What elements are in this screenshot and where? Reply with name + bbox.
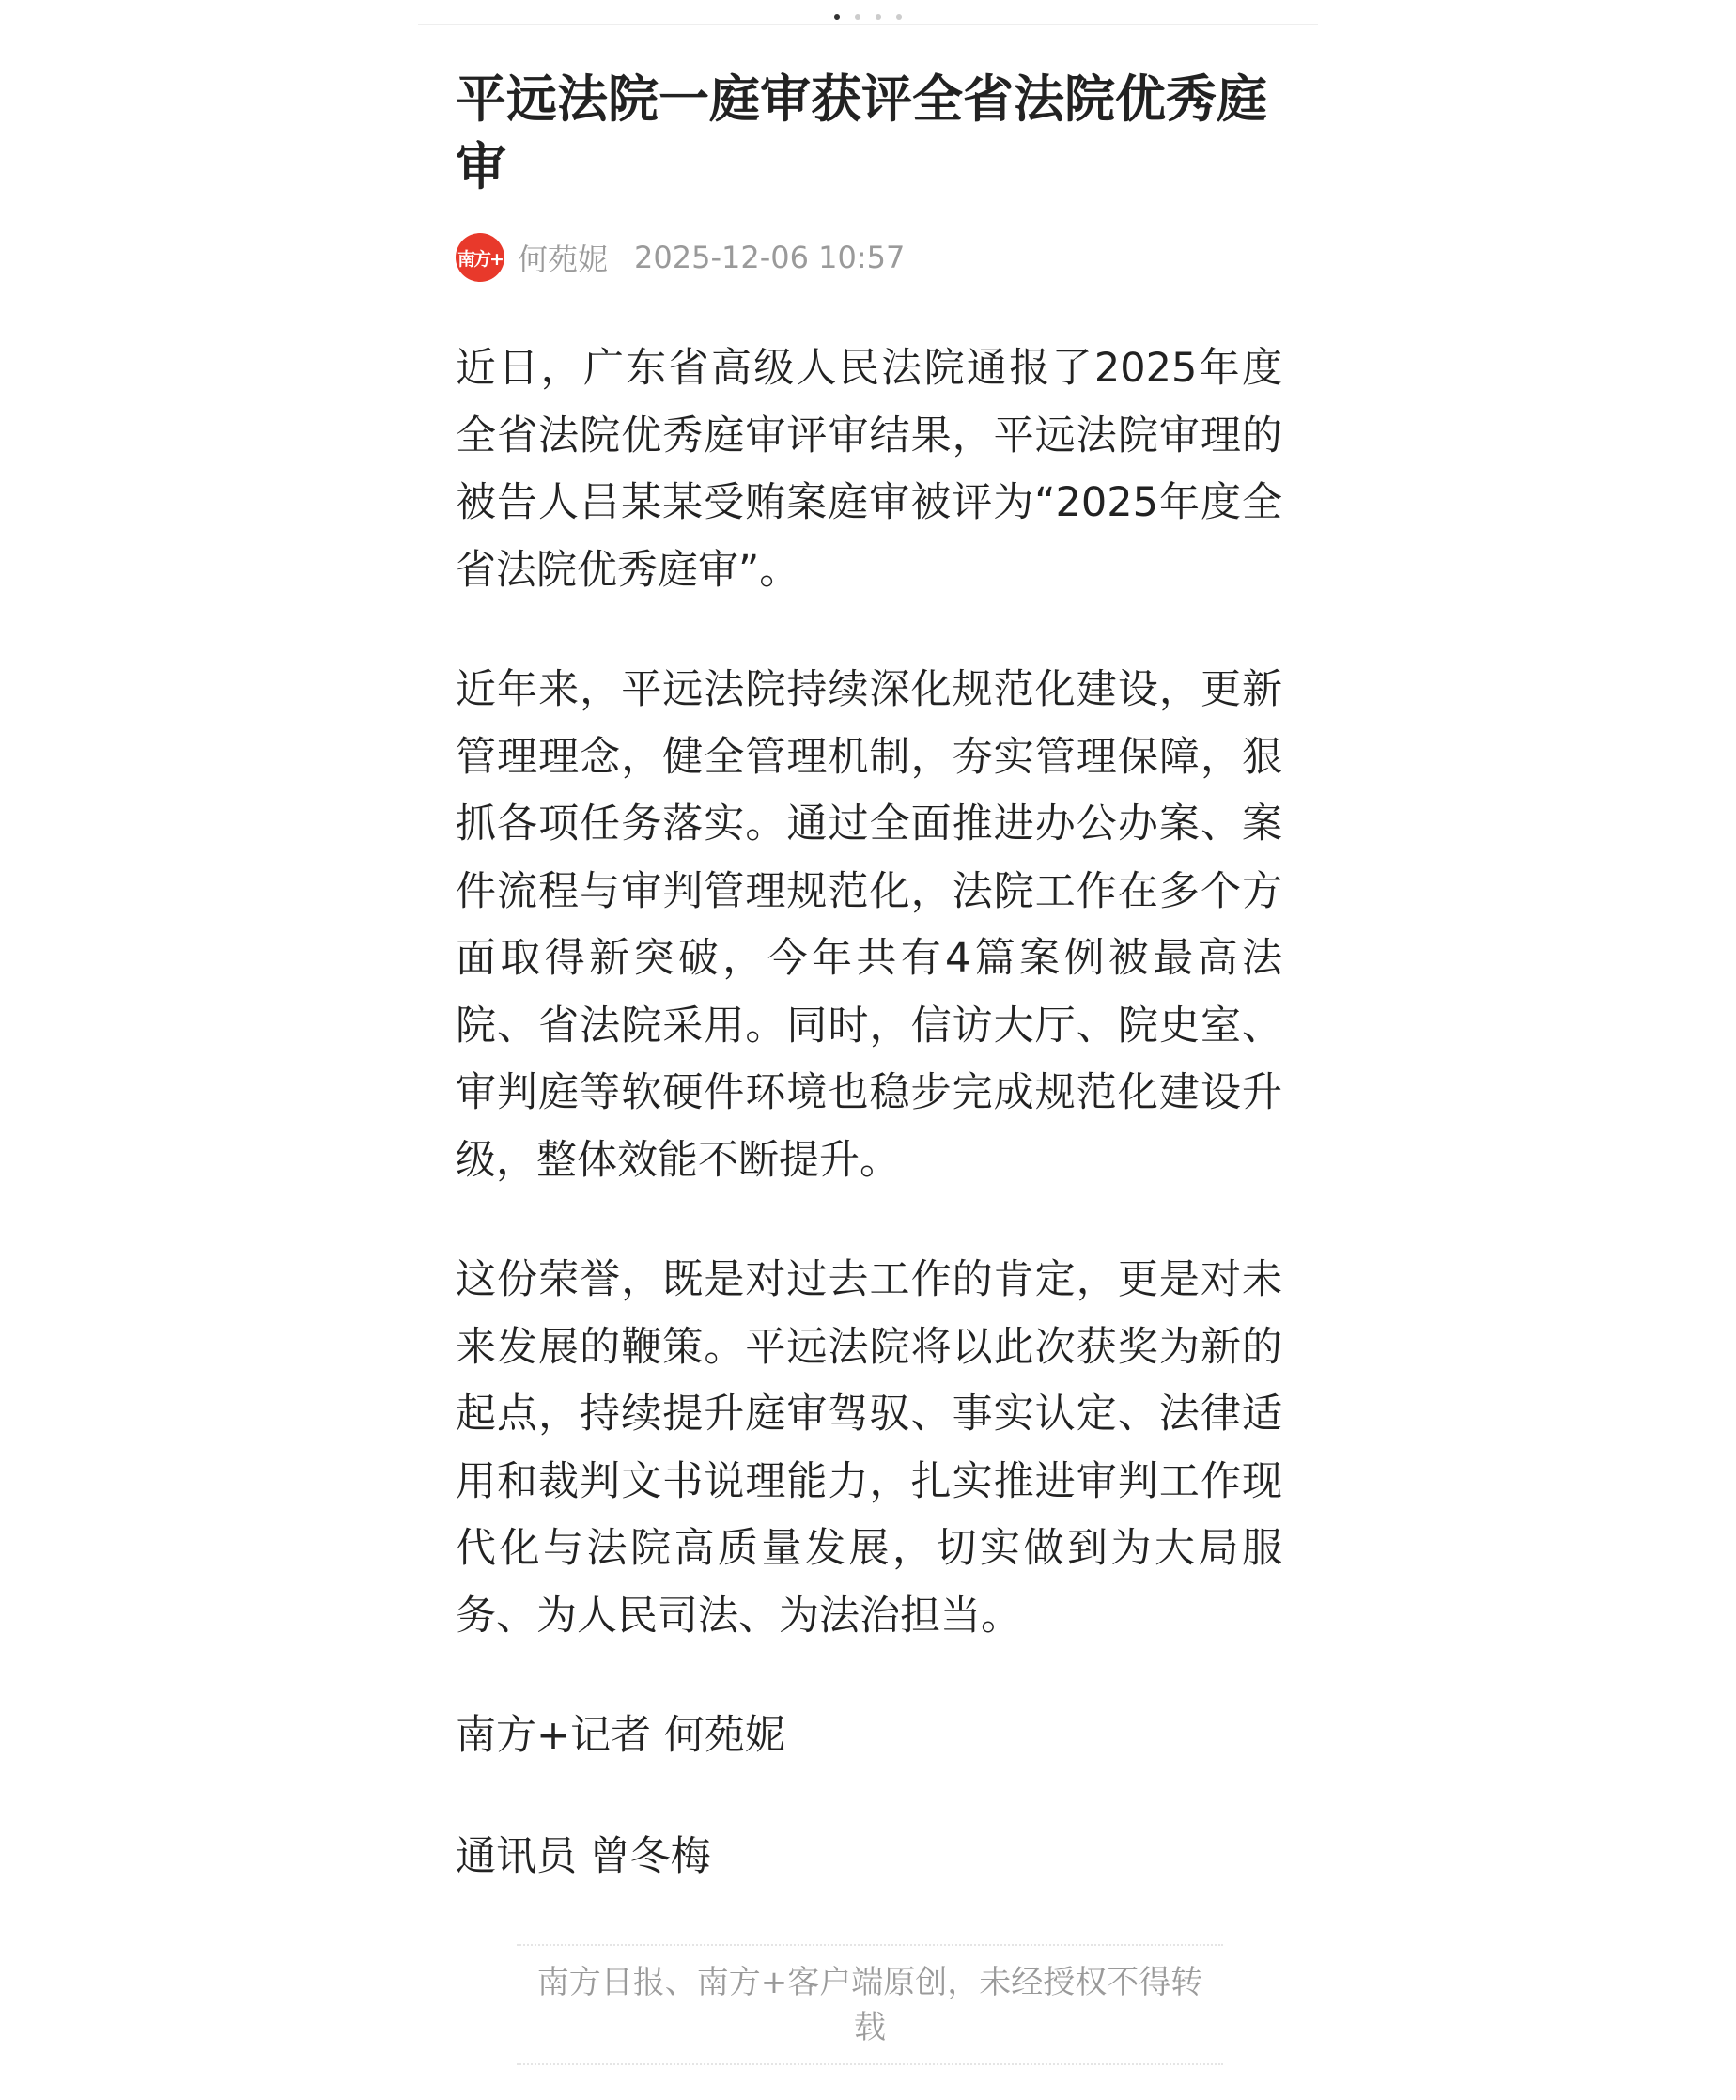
- article-title: 平远法院一庭审获评全省法院优秀庭审: [456, 70, 1267, 196]
- copyright-text: 南方日报、南方+客户端原创，未经授权不得转载: [536, 1963, 1203, 2046]
- paragraph: 近日，广东省高级人民法院通报了2025年度全省法院优秀庭审评审结果，平远法院审理的被告人吕某某受贿案庭审被评为“2025年度全省法院优秀庭审”。: [456, 345, 1282, 594]
- page-dot[interactable]: [855, 14, 860, 20]
- article-meta: [456, 233, 1282, 282]
- correspondent-credit: 通讯员 曾冬梅: [456, 1832, 711, 1880]
- paragraph: 这份荣誉，既是对过去工作的肯定，更是对未来发展的鞭策。平远法院将以此次获奖为新的起点，持续提升庭审驾驭、事实认定、法律适用和裁判文书说理能力，扎实推进审判工作现代化与法院高质量发展，切实做到为大局服务、为人民司法、为法治担当。: [456, 1256, 1282, 1640]
- source-logo-icon[interactable]: 南方+: [456, 233, 504, 282]
- article-body: [456, 335, 1282, 1890]
- page-dot[interactable]: [876, 14, 881, 20]
- reporter-credit: 南方+记者 何苑妮: [456, 1712, 785, 1759]
- publish-time: 2025-12-06 10:57: [634, 240, 906, 275]
- page-dot-active[interactable]: [834, 14, 840, 20]
- article: [456, 66, 1282, 1944]
- page-indicator: [0, 14, 1736, 20]
- paragraph: 近年来，平远法院持续深化规范化建设，更新管理理念，健全管理机制，夯实管理保障，狠抓各项任务落实。通过全面推进办公办案、案件流程与审判管理规范化，法院工作在多个方面取得新突破，今年共有4篇案例被最高法院、省法院采用。同时，信访大厅、院史室、审判庭等软硬件环境也稳步完成规范化建设升级，整体效能不断提升。: [456, 666, 1282, 1184]
- top-divider: [418, 24, 1318, 25]
- page-dot[interactable]: [896, 14, 902, 20]
- author-name[interactable]: 何苑妮: [518, 241, 609, 277]
- copyright-notice: [517, 1944, 1223, 2065]
